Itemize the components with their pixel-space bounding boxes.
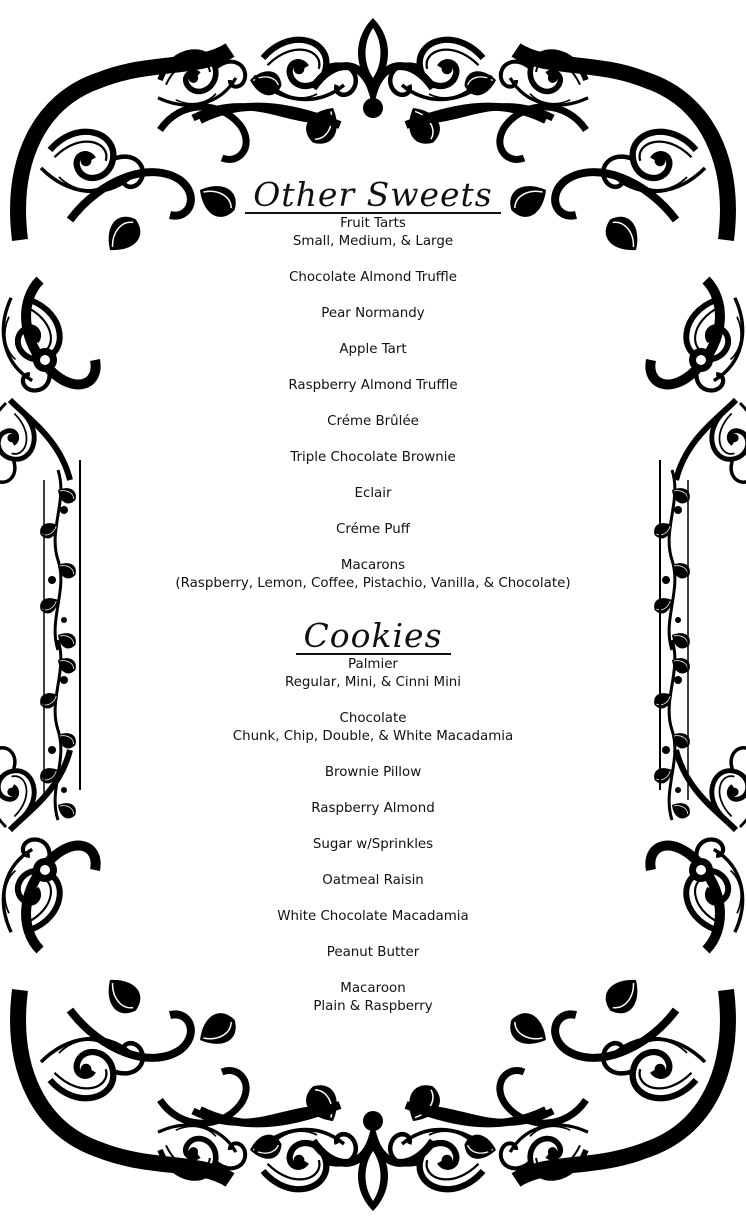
menu-item — [110, 449, 636, 467]
menu-item-name: Apple Tart — [339, 342, 407, 357]
menu-item — [110, 521, 636, 539]
menu-item-name: Fruit Tarts — [340, 216, 406, 231]
menu-item-name: Raspberry Almond Truffle — [288, 378, 458, 393]
menu-section — [110, 175, 636, 593]
menu-item-name: Eclair — [354, 486, 392, 501]
menu-item — [110, 710, 636, 746]
menu-item-name: Macarons — [340, 558, 406, 573]
menu-item-name: Pear Normandy — [321, 306, 425, 321]
menu-item-name: Macaroon — [340, 981, 406, 996]
menu-item-name: Chocolate Almond Truffle — [288, 270, 457, 285]
menu-item-name: White Chocolate Macadamia — [277, 909, 469, 924]
menu-item — [110, 215, 636, 251]
menu-item-detail: Plain & Raspberry — [313, 999, 433, 1014]
menu-item-detail: Small, Medium, & Large — [292, 234, 454, 249]
menu-item-name: Triple Chocolate Brownie — [290, 450, 456, 465]
menu-item — [110, 944, 636, 962]
menu-content — [110, 175, 636, 1034]
menu-item-detail: Chunk, Chip, Double, & White Macadamia — [232, 729, 514, 744]
menu-item-detail: (Raspberry, Lemon, Coffee, Pistachio, Vanilla, & Chocolate) — [175, 576, 571, 591]
menu-item — [110, 305, 636, 323]
menu-item-name: Palmier — [348, 657, 398, 672]
menu-item-name: Oatmeal Raisin — [322, 873, 424, 888]
menu-item — [110, 341, 636, 359]
menu-item-name: Créme Puff — [336, 522, 410, 537]
section-heading: Cookies — [296, 619, 451, 655]
menu-item — [110, 908, 636, 926]
menu-item-name: Peanut Butter — [326, 945, 420, 960]
menu-item-name: Créme Brûlée — [327, 414, 419, 429]
menu-item — [110, 764, 636, 782]
section-heading: Other Sweets — [245, 178, 500, 214]
menu-item — [110, 656, 636, 692]
menu-item — [110, 980, 636, 1016]
menu-item — [110, 413, 636, 431]
menu-item-name: Raspberry Almond — [311, 801, 435, 816]
menu-item-name: Chocolate — [339, 711, 407, 726]
menu-item — [110, 836, 636, 854]
menu-item-name: Sugar w/Sprinkles — [312, 837, 434, 852]
menu-item-detail: Regular, Mini, & Cinni Mini — [284, 675, 462, 690]
menu-item — [110, 269, 636, 287]
menu-item-name: Brownie Pillow — [324, 765, 422, 780]
menu-item — [110, 485, 636, 503]
menu-item — [110, 557, 636, 593]
menu-item — [110, 377, 636, 395]
menu-item — [110, 872, 636, 890]
menu-item — [110, 800, 636, 818]
menu-section — [110, 616, 636, 1016]
